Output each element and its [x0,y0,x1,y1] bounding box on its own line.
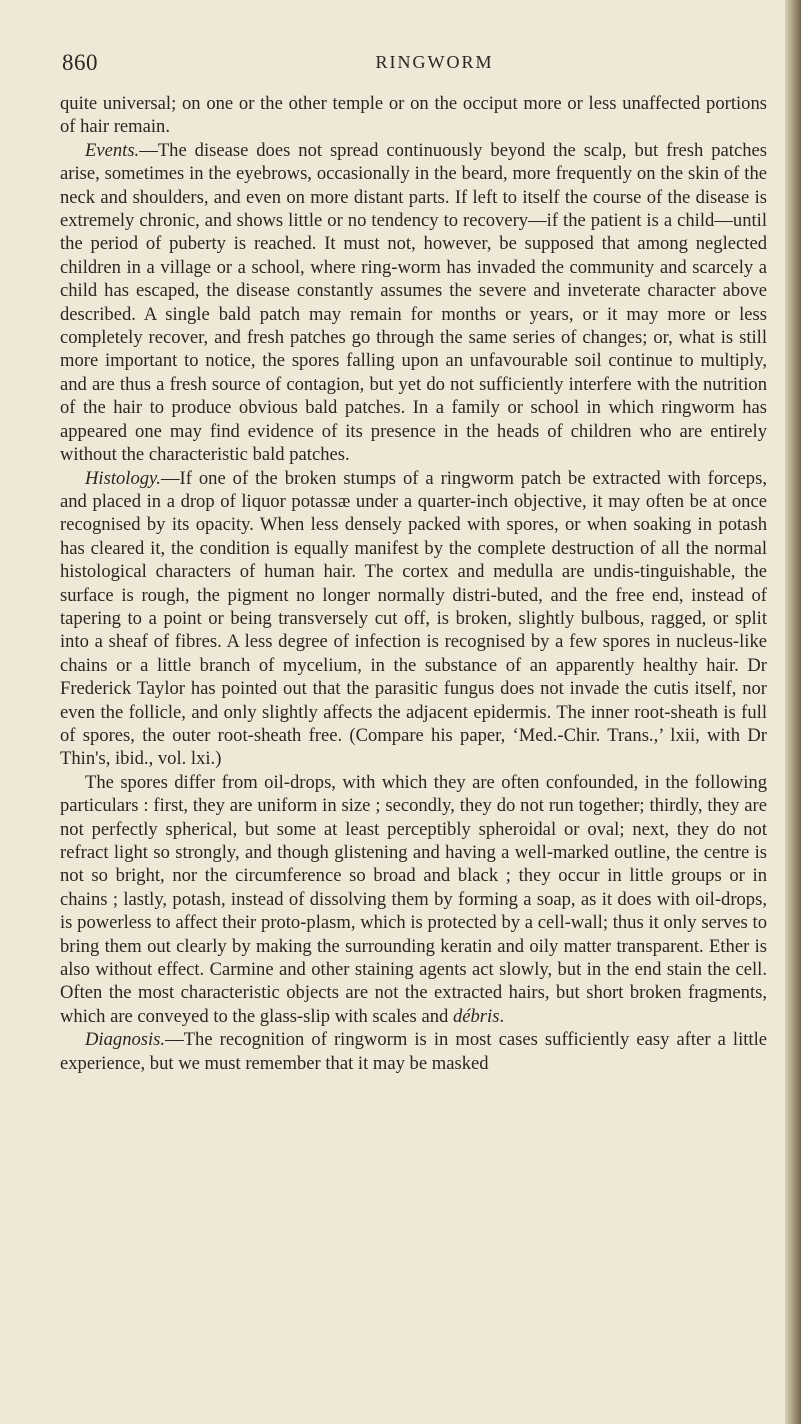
page-number: 860 [62,50,98,75]
paragraph-events [60,139,767,467]
paragraph-continuation [60,92,767,139]
page-edge-shadow [785,0,801,1424]
histology-text: —If one of the broken stumps of a ringworm patch be extracted with forceps, and placed in a drop of liquor potassæ under a quarter-inch objective, it may often be at once recognised by its opacity. When less densely packed with spores, or when soaking in potash has cleared it, the condition is equally manifest by the complete destruction of all the normal histological characters of human hair. The cortex and medulla are undis-tinguishable, the surface is rough, the pigment no longer normally distri-buted, and the free end, instead of tapering to a point or being transversely cut off, is broken, slightly bulbous, ragged, or split into a sheaf of fibres. A less degree of infection is recognised by a few spores in nucleus-like chains or a little branch of mycelium, in the substance of an apparently healthy hair. Dr Frederick Taylor has pointed out that the parasitic fungus does not invade the cutis itself, nor even the follicle, and only slightly affects the adjacent epidermis. The inner root-sheath is full of spores, the outer root-sheath free. (Compare his paper, ‘Med.-Chir. Trans.,’ lxii, with Dr Thin's, ibid., vol. lxi.) [60,467,767,770]
paragraph-diagnosis [60,1028,767,1075]
paragraph-spores [60,771,767,1028]
spores-debris: débris [452,1005,500,1027]
events-heading: Events. [85,139,140,161]
histology-heading: Histology. [85,467,161,489]
paragraph-histology [60,467,767,771]
page-header [62,50,767,80]
continuation-text: quite universal; on one or the other temple or on the occiput more or less unaffected portions of hair remain. [60,93,767,138]
spores-text: The spores differ from oil-drops, with which they are often confounded, in the following particulars : first, they are uniform in size ; secondly, they do not run together; thirdly, they are not perfectly spherical, but some at least perceptibly spheroidal or oval; next, they do not refract light so strongly, and though glistening and having a well-marked outline, the centre is not so bright, nor the circumference so broad and black ; they occur in little groups or in chains ; lastly, potash, instead of dissolving them by forming a soap, as it does with oil-drops, is powerless to affect their proto-plasm, which is protected by a cell-wall; thus it only serves to bring them out clearly by making the surrounding keratin and oily matter transparent. Ether is also without effect. Carmine and other staining agents act slowly, but in the end stain the cell. Often the most characteristic objects are not the extracted hairs, but short broken fragments, which are conveyed to the glass-slip with scales and [60,771,767,1027]
body-text [60,92,767,1075]
diagnosis-heading: Diagnosis. [85,1029,166,1051]
spores-end: . [499,1005,505,1027]
events-text: —The disease does not spread continuously beyond the scalp, but fresh patches arise, sometimes in the eyebrows, occasionally in the beard, more frequently on the skin of the neck and shoulders, and even on more distant parts. If left to itself the course of the disease is extremely chronic, and shows little or no tendency to recovery—if the patient is a child—until the period of puberty is reached. It must not, however, be supposed that among neglected children in a village or a school, where ring-worm has invaded the community and scarcely a child has escaped, the disease constantly assumes the severe and inveterate character above described. A single bald patch may remain for months or years, or it may more or less completely recover, and fresh patches go through the same series of changes; or, what is still more important to notice, the spores falling upon an unfavourable soil continue to multiply, and are thus a fresh source of contagion, but yet do not sufficiently interfere with the nutrition of the hair to produce obvious bald patches. In a family or school in which ringworm has appeared one may find evidence of its presence in the heads of children who are entirely without the characteristic bald patches. [60,139,767,466]
running-title: RINGWORM [375,52,494,72]
diagnosis-text: —The recognition of ringworm is in most cases sufficiently easy after a little experience, but we must remember that it may be masked [60,1029,767,1074]
